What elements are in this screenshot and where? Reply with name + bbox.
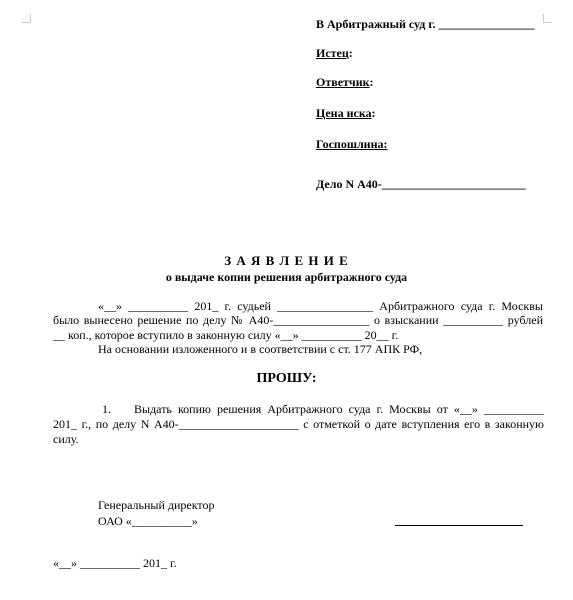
court-addressee: В Арбитражный суд г. ________________ bbox=[316, 17, 535, 31]
date-line: «__» __________ 201_ г. bbox=[53, 556, 177, 570]
document-title: З А Я В Л Е Н И Е bbox=[224, 253, 349, 268]
body-line-4: На основании изложенного и в соответствии с ст. 177 АПК РФ, bbox=[98, 342, 423, 356]
request-line-2: 201_ г., по делу N А40-____________________ с отметкой о дате вступления его в законную bbox=[53, 417, 544, 431]
signature-line bbox=[395, 525, 523, 526]
defendant-field bbox=[316, 75, 374, 89]
body-line-3: __ коп., которое вступило в законную силу «__» __________ 20__ г. bbox=[53, 328, 399, 342]
signatory-position: Генеральный директор bbox=[98, 498, 215, 512]
signatory-organization: ОАО «__________» bbox=[98, 514, 198, 528]
request-item-number: 1. bbox=[102, 402, 111, 416]
plaintiff-field bbox=[316, 46, 353, 60]
state-fee-label: Госпошлина: bbox=[316, 137, 388, 151]
request-line-1: Выдать копию решения Арбитражного суда г. Москвы от «__» __________ bbox=[134, 402, 544, 416]
claim-price-colon: : bbox=[371, 106, 376, 120]
body-line-2: было вынесено решение по делу № А40-________________ о взыскании __________ рублей bbox=[53, 313, 543, 327]
document-subtitle: о выдаче копии решения арбитражного суда bbox=[165, 270, 408, 284]
request-line-3: силу. bbox=[53, 432, 79, 446]
page-corner-mark-left bbox=[22, 14, 31, 23]
plaintiff-colon: : bbox=[348, 46, 353, 60]
defendant-colon: : bbox=[369, 75, 374, 89]
case-number: Дело N А40-________________________ bbox=[316, 177, 526, 191]
body-line-1: «__» __________ 201_ г. судьей ________________ Арбитражного суда г. Москвы bbox=[98, 299, 543, 313]
request-heading: ПРОШУ: bbox=[256, 371, 317, 386]
plaintiff-label: Истец bbox=[316, 46, 349, 60]
page-corner-mark-right bbox=[543, 14, 552, 23]
claim-price-field bbox=[316, 106, 376, 120]
claim-price-label: Цена иска bbox=[316, 106, 372, 120]
defendant-label: Ответчик bbox=[316, 75, 370, 89]
